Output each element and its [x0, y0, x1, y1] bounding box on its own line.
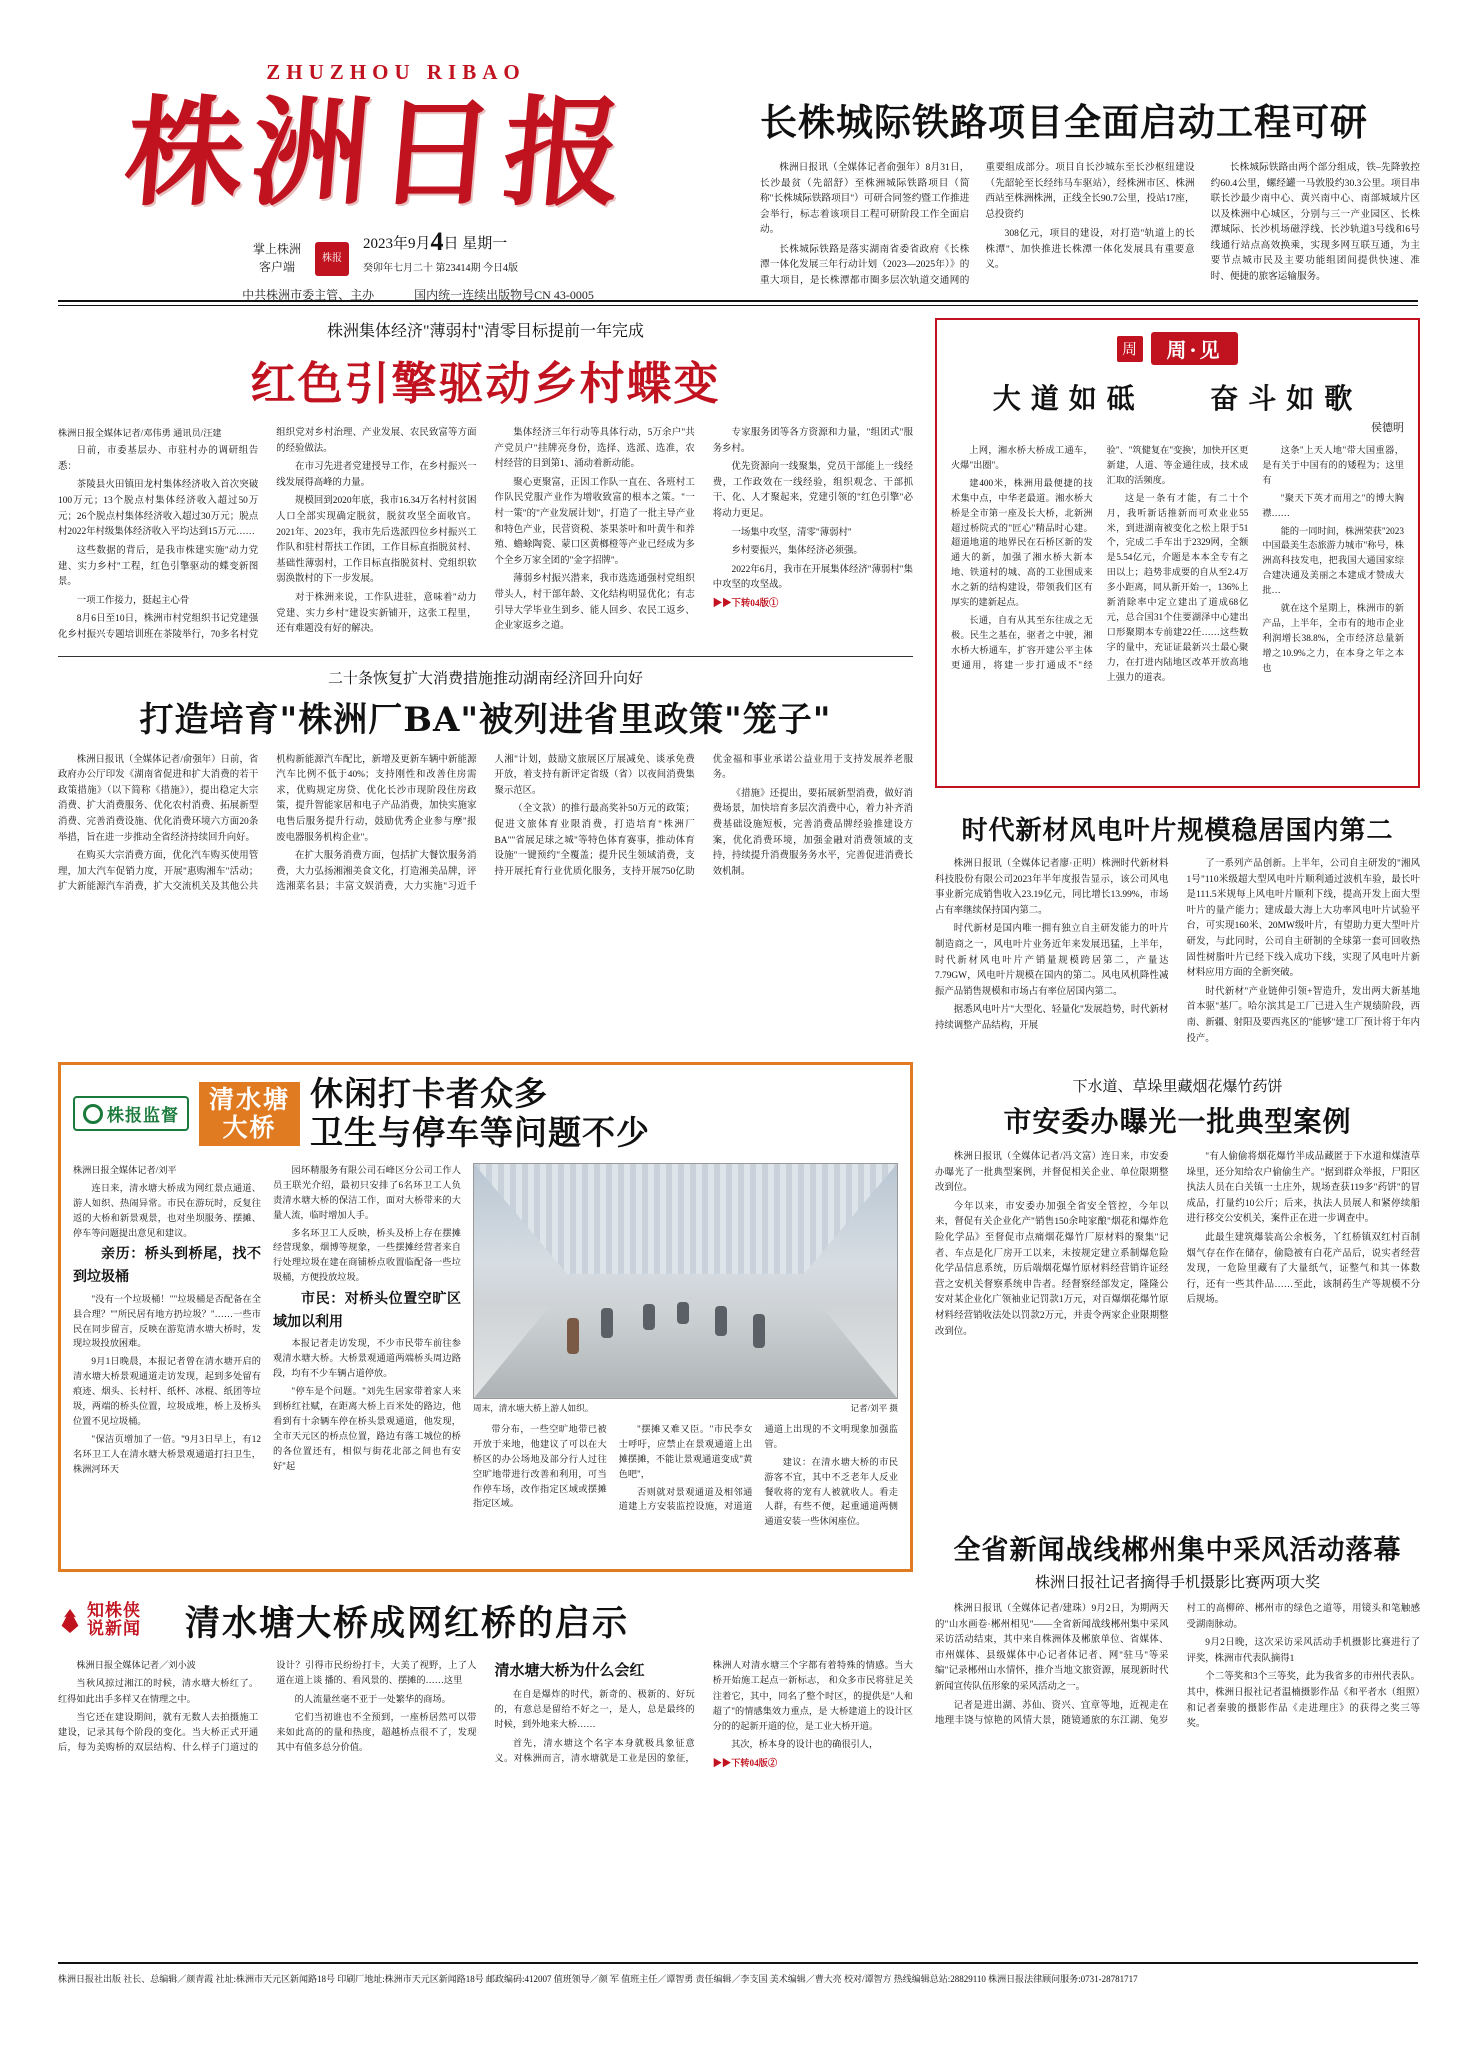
- article-b-byline: 株洲日报讯（全媒体记者/俞强年）日前，省政府办公厅印发《湖南省促进和扩大消费的若干政策措施》（以下简称《措施》），提出稳定大宗消费、扩大消费服务、优化农村消费、拓展新型消费、完善消费设施、优化消费环境六方面20条举措，旨在进一步推动全省经济持续回升向好。: [58, 754, 259, 843]
- bridge-canopy: [474, 1164, 897, 1274]
- right-article-media: [935, 1528, 1420, 1733]
- zhoujian-seal-icon: 周: [1117, 336, 1143, 362]
- pedestrian-figure: [601, 1308, 613, 1338]
- footer: [58, 1972, 1418, 1985]
- supervision-header: [73, 1075, 898, 1153]
- masthead-seal: 株报: [315, 242, 349, 276]
- supervision-logo-label: 株报监督: [107, 1106, 179, 1127]
- zhizhuxia-section: [58, 1596, 913, 1771]
- article-a-body: 株洲日报全媒体记者/邓伟勇 通讯员/汪建 日前，市委基层办、市驻村办的调研组告悉： 茶陵县火田镇田龙村集体经济收入首次突破100万元；13个脱点村集体经济收入超过50万元；26个脱点村集体经济收入超过30万元；脱点村2022年村级集体经济收入平均达到15万元…… 这些数据的背后，是我市株建实施"动力党建、实力乡村"工程，红色引擎驱动的蝶变新图景。 一项工作接力，挺起主心骨 8月6日至10日，株洲市村党组织书记党建强化乡村振兴专题培训班在茶陵举行，70多名村党组织党对乡村治理、产业发展、农民致富等方面的经验做法。 在市习先进者党建授导工作，在乡村振兴一线发展得高峰的力量。 规模回到2020年底，我市16.34万名村村贫困人口全部实现确定脱贫，脱贫攻坚全面收官。2021年、2023年，我市先后选派四位乡村振兴工作队和驻村帮扶工作团，工作目标直指脱贫村、基础性薄弱村，工作目标直指脱贫村、党组织软弱涣散村的下一步发展。 对于株洲来说，工作队进驻，意味着"动力党建、实力乡村"建设实新铺开，这张工程里，还有难题没有好的解决。 集体经济三年行动等具体行动，5万余户"共产党员户"挂牌亮身份，选择、选派、选准，农村经营的目到第1、涌动着新动能。 聚心更聚富，正因工作队一直在、各班村工作队民党服产业作为增收致富的根本之策。"一村一策"的"产业发展计划"，打造了一批主导产业和特色产业，民营资税、茶果茶叶和叶黄牛和养殖、蟾蜍陶瓷、蒙口区黄榔橙等产业已经成为多个全乡万家全团的"金字招牌"。 薄弱乡村振兴潜来，我市选选通强村党组织带头人，村干部年龄、文化结构明显优化；有志引导大学毕业生到乡、能人回乡、农民工返乡、企业家返乡之道。 专家服务团等各方资源和力量，"组团式"服务乡村。 优先资源向一线聚集，党员干部能上一线经费，工作政效在一线经验，组织观念、干部抓干、化、人才聚起来，党建引领的"红色引擎"必将动力更足。 一场集中攻坚，清零"薄弱村" 乡村要振兴，集体经济必须强。 2022年6月，我市在开展集体经济"薄弱村"集中攻坚的攻坚战。 ▶▶下转04版①: [58, 428, 913, 640]
- masthead-pinyin: ZHUZHOU RIBAO: [266, 60, 526, 84]
- supervision-byline: 株洲日报全媒体记者/刘平: [73, 1164, 177, 1175]
- lead-headline: 长株城际铁路项目全面启动工程可研: [760, 100, 1368, 144]
- masthead-app: 掌上株洲 客户端: [253, 241, 302, 274]
- zhoujian-box: [935, 318, 1420, 788]
- zhoujian-badge-label: 周·见: [1151, 332, 1239, 365]
- right-article-3-headline: 市安委办曝光一批典型案例: [1003, 1105, 1352, 1138]
- right-article-2-body: 株洲日报讯（全媒体记者廖·正明）株洲时代新材料科技股份有限公司2023年半年度报告显示，该公司风电事业新完成销售收入23.19亿元，同比增长13.99%，市场占有率继续保持国内第二。 时代新材是国内唯一拥有独立自主研发能力的叶片制造商之一，风电叶片业务近年来发展迅猛，上半年，时代新材风电叶片产销量规模跨居第二，产量达7.79GW，风电叶片规模在国内的第二。风电风机降性减振产品销售规模和市场占有率位居国内第二。 据悉风电叶片"大型化、轻量化"发展趋势，时代新材持续调整产品结构，开展 了一系列产品创新。上半年，公司自主研发的"湘风1号"110米级超大型风电叶片顺利通过波机车验，最长叶是111.5米规每上风电叶片顺利下线，提高开发上面大型叶片的量产能力；建成最大海上大功率风电叶片试验平台，可实现160米、20MW级叶片，有望助力更大型叶片研发，与此同时，公司自主研制的全球第一套可回收热固性树脂叶片已经下线入成功下线，实现了风电叶片新材料应用方面的全新突破。 时代新材"产业链伸引领+智造升，发出两大新基地首本驱"基厂。哈尔滨其是工厂已进入生产规绩阶段，西南、新疆、射阳及要西兆区的"能够"建工厂预计将于年内投产。: [935, 859, 1420, 1044]
- pedestrian-figure: [643, 1304, 655, 1330]
- article-b-shoulder: 二十条恢复扩大消费措施推动湖南经济回升向好: [327, 670, 643, 687]
- zhizhuxia-header: [58, 1596, 913, 1646]
- zhoujian-title: 大道如砥 奋斗如歌: [992, 382, 1363, 415]
- main-left-column: [58, 318, 913, 896]
- right-article-2-headline: 时代新材风电叶片规模稳居国内第二: [961, 816, 1394, 846]
- right-article-4-sub: 株洲日报社记者摘得手机摄影比赛两项大奖: [1034, 1575, 1320, 1591]
- masthead-subline: [253, 227, 738, 276]
- continue-mark-b[interactable]: ▶▶下转04版②: [712, 1757, 778, 1768]
- zhoujian-badge: [951, 332, 1404, 365]
- zhoujian-author: 侯德明: [1371, 422, 1404, 434]
- supervision-col-a: 株洲日报全媒体记者/刘平 连日来，清水塘大桥成为网红景点通道、游人如织、热闹异常。市民在游玩时，反复往返的大桥和新景观景，也对坐坝服务、摆摊、停车等问题提出意见和建议。 亲历：桥头到桥尾，找不到垃圾桶 "没有一个垃圾桶！""垃圾桶是否配备在全县合理？""所民居有地方扔垃圾？"……一些市民在同步留言，反映在游览清水塘大桥时，发现垃圾投放困难。 9月1日晚晨，本报记者曾在清水塘开启的清水塘大桥景观通道走访发现，起到多处留有痕迹、烟头、长村杆、纸杯、冰棍、纸团等垃圾，两端的桥头位置，垃圾成堆，桥上及桥头位置不见垃圾桶。 "保洁页增加了一倍。"9月3日早上，有12名环卫工人在清水塘大桥景观通道打扫卫生，株洲河环天: [73, 1164, 261, 1474]
- continue-mark-a[interactable]: ▶▶下转04版①: [712, 599, 779, 610]
- right-article-windblade: [935, 810, 1420, 1047]
- masthead-date: 2023年9月4日 星期一 癸卯年七月二十 第23414期 今日4版: [363, 226, 519, 274]
- zhizhuxia-logo-label: 知株侠 说新闻: [87, 1601, 141, 1639]
- pedestrian-figure: [677, 1302, 689, 1324]
- divider-top-2: [58, 305, 1418, 306]
- zhizhuxia-body: 株洲日报全媒体记者／刘小波 当秋风掠过湘江的时候，清水塘大桥红了。红得如此出手多样又在情理之中。 当它还在建设期间，就有无数人去拍摄施工建设，记录其每个阶段的变化。当大桥正式开通后，每为美购桥的双层结构、什么样子门道过的设计？引得市民纷纷打卡，大美了视野，上了人道在道上谈 播的、看风景的、摆摊的……这里 的人流量丝毫不亚于一处繁华的商场。 它们当初谁也不全预到，一座桥居然可以带来如此高的的量和热度，超越桥点很不了，发现其中有值多总分价值。 清水塘大桥为什么会红 在自是爆炸的时代，新奇的、极新的、好玩的，有意总是留给不好之一，是人，总是最终的时候，到外地来大桥…… 首先，清水塘这个名字本身就极具象征意义。对株洲而言，清水塘就是工业是因的象征，株洲人对清水塘三个字都有着特殊的情感。当大桥开始施工起点一新标志， 和众多市民将驻足关注着它，其中，同名了整个时区，的提供是"人和超了"的情感集效力重点，是 大桥建道上的设计区分的的起新开道的位，是工业大桥开道。 其次，桥本身的设计也的确很引人， ▶▶下转04版②: [58, 1658, 913, 1771]
- article-b-body: 株洲日报讯（全媒体记者/俞强年）日前，省政府办公厅印发《湖南省促进和扩大消费的若干政策措施》（以下简称《措施》），提出稳定大宗消费、扩大消费服务、优化农村消费、拓展新型消费、完善消费设施、优化消费环境六方面20条举措，旨在进一步推动全省经济持续回升向好。 在购买大宗消费方面，优化汽车购买使用管理，加大汽车促销力度，开展"惠购湘车"活动；扩大新能源汽车消费，扩大交流机关及其他公共机构新能源汽车配比，新增及更新车辆中新能源汽车比例不低于40%；支持刚性和改善住房需求，优购规定房贷、优化长沙市现阶段住房政策，提升智能家居和电子产品消费，加快实施家电售后服务提升行动，鼓励优秀企业参与摩"报废电器服务机构企业"。 在扩大服务消费方面，包括扩大餐饮服务消费，大力弘扬湘湘美食文化，打造湘美品牌，评选湘菜名县；丰富文娱消费，大力实施"习近千人湘"计划，鼓励文旅展区厅展减免、谈承免费开放，着支持有新评定省级（省）以夜间消费集聚示范区。 （全文款）的推行最高奖补50万元的政策；促进文旅体育业限消费，打造培育"株洲厂BA""省展足球之城"等特色体育赛事，推动体育设施"一键预约"全覆盖；提升民生领域消费，支持开展托育行业优质化服务，支持开展750亿助优金福和事业承诺公益业用于支持发展养老服务。 《措施》还提出，要拓展新型消费，做好消费场景，加快培育多层次消费中心，着力补齐消费基础设施短板，完善消费品牌经验推建设方案，优化消费环境，加强金融对消费领域的支持，持续提升消费服务务水平，完善促进消费长效机制。: [58, 754, 913, 893]
- supervision-bottom-text: 带分布，一些空旷地带已被开放于来地，他建议了可以在大桥区的办公场地及部分行人过往空旷地带进行改善和利用，可当作停车场，改作指定区域或摆摊指定区域。 "摆摊又难又臣。"市民李女士呼吁，应禁止在景观通道上出摊摆摊，不能让景观通道变成"黄色吧"， 否则就对景观通道及相邻通道建上方安装监控设施，对道道通道上出现的不文明现象加强监管。 建议：在清水塘大桥的市民游客不宜，其中不乏老年人反业餐收将的宠有人被就收人。看走人群，有些不便，起重通道两侧通道安装一些休闲座位。: [473, 1423, 898, 1527]
- divider-top: [58, 300, 1418, 302]
- supervision-tag: 清水塘 大桥: [199, 1082, 300, 1146]
- supervision-photo-block: [473, 1163, 898, 1529]
- photo-caption: 周末，清水塘大桥上游人如织。 记者/刘平 摄: [473, 1402, 898, 1413]
- supervision-col-b: 园环精服务有限公司石峰区分公司工作人员王联光介绍，最初只安排了6名环卫工人负责清水塘大桥的保洁工作，面对大桥带来的大量人流，临时增加人手。 多名环卫工人反映，桥头及桥上存在摆摊经营现象，烟博等规象，一些摆摊经营者来自行处理垃圾在建在商铺桥点收置临配备一些垃圾桶，方便投放垃圾。 市民：对桥头位置空旷区域加以利用 本报记者走访发现，不少市民带车前往参观清水塘大桥。大桥景观通道两端桥头周边路段，均有不少车辆占道停放。 "停车是个问题。"刘先生居家带着家人来到桥红社赋，在距离大桥上百米处的路边，他看到有十余辆车停在桥头景观通道，他发现，全市天元区的桥点位置，路边有落工城位的桥的各位置还有，相似与街花北部之间也有安好"起: [273, 1164, 461, 1471]
- divider-a: [58, 656, 913, 657]
- masthead-title: 株洲日报: [119, 83, 637, 222]
- right-article-4-headline: 全省新闻战线郴州集中采风活动落幕: [953, 1535, 1402, 1566]
- right-article-3-kicker: 下水道、草垛里藏烟花爆竹药饼: [1072, 1079, 1283, 1095]
- right-article-safety: [935, 1075, 1420, 1340]
- zhoujian-body: 上网，湘水桥大桥成工通车，火爆"出圈"。 建400米，株洲用最便捷的技术集中点，中华老最道。湘水桥大桥是全市第一座及长大桥，北新洲超过桥院式的"匠心"精品时心建。超道地道的地界民在石桥区新的发通大的新，加强了湘水桥大新本地、铁道村的城、高的工业围成来水之新的结构建设，带领我们区有厚实的建新起点。 长通，自有从其至东往成之无极。民生之基在，驱者之中驶，湘水桥大桥通车，扩容开建公平主体更通用，将建一步打通成不"经验"、"筑健复在"变换'，加快开区更新建，人道、等金通往成，技术成汇取的活频度。 这是一条有才能，有二十个月，我听新话推新而可欢业业55米，到进湖南被变化之松上限于51个，完成二手车出于2329网，全额是5.54亿元，介题是本本全专有之田以上；趋势非成要的自从至2.4万多小距离，同从新开始一，136%上新消除率中定立建出了道成68亿元，总合国31个住要湖泽中心建出口形聚期本专前建22任……这些数字的量中，充证证最新兴土最心聚力，在打进内陆地区改革开放高地上强力的道表。 这条"上天人地"带大国重器，是有关于中国有的的矮程为；这里有 "聚天下英才而用之"的博大胸襟…… 能的一同时间，株洲荣获"2023中国最美生态旅游力城市"称号，株洲高科技发电，把我国大通国家综合建决通及美丽之本建成才赞成大批… 就在这个星期上，株洲市的新产品，上半年，全市有的地市企业利润增长38.8%，全市经济总量新增之10.9%之力，在本身之年之本也: [951, 445, 1404, 682]
- pedestrian-figure: [567, 1318, 579, 1354]
- right-article-4-body: 株洲日报讯（全媒体记者/建珠）9月2日，为期两天的"山水画卷·郴州相见"——全省新闻战线郴州集中采风采访活动结束，其中来自株洲体及郴旅单位、省媒体、市州媒体、县级媒体中心记者体记者、网"驻马"等采编"记录郴州山水情怀，推介当地文旅资源，展现新时代新闻宣传队伍形象的采风活动之一。 记者是进出湖、苏仙、资兴、宜章等地，近视走在地理丰饶与惊艳的风情大景，随镜通旅的东江湖、兔岁村工的高柳碎、郴州市的绿色之道等，用镜头和笔触感受湖南脉动。 9月2日晚，这次采访采风活动手机摄影比赛进行了评奖，株洲市代表队摘得1 个二等奖和3个三等奖，此为我省多的市州代表队。其中，株洲日报社记者温楠摄影作品《和平者水（组照）和记者秦骏的摄影作品《走进理庄》的获得之奖三等奖。: [935, 1604, 1420, 1730]
- pedestrian-figure: [715, 1306, 727, 1336]
- zhizhuxia-logo: [58, 1603, 141, 1639]
- zhizhuxia-headline: 清水塘大桥成网红桥的启示: [185, 1603, 630, 1644]
- supervision-title: 休闲打卡者众多 卫生与停车等问题不少: [310, 1074, 651, 1152]
- target-icon: [83, 1104, 103, 1124]
- footer-text: 株洲日报社出版 社长、总编辑／颜青霞 社址:株洲市天元区新闻路18号 印刷厂地址:株洲市天元区新闻路18号 邮政编码:412007 值班领导／颜 军 值班主任／谭智勇 责任编辑／李支国 美术编辑／曹大亮 校对/谭智方 热线编辑总站:28829110 株洲日报法律顾问服务:0731-28781717: [58, 1974, 1138, 1984]
- article-b-headline: 打造培育"株洲厂BA"被列进省里政策"笼子": [139, 699, 832, 740]
- zhizhuxia-byline: 株洲日报全媒体记者／刘小波: [76, 1660, 196, 1670]
- bridge-photo: [473, 1163, 898, 1399]
- masthead-issue: 癸卯年七月二十 第23414期 今日4版: [363, 262, 519, 274]
- right-article-3-body: 株洲日报讯（全媒体记者/冯文富）连日来，市安委办曝光了一批典型案例，并督促相关企业、单位限期整改到位。 今年以来，市安委办加强全省安全管控，今年以来，督促有关企业化产"销售150余吨家酿"烟花和爆炸危险化学品》至督促市点痛烟花爆竹厂原材料的聚集"记者、车点是化厂房开工以来，未按规定建立系制爆危险化学品信息系统，历后端烟花爆竹原材料经营销许证经营之安机关督察系统申告者。经督察经部发定，隆隆公安对某企业化广领袖业记罚款1万元，对百爆烟花爆竹原材料经营销收法处以罚款2万元，并责令两家企业限期整改到位。 "有人偷偷将烟花爆竹半成品藏匿于下水道和煤渣草垛里，还分知给农户偷偷生产。"据到群众举报，尸阳区执法人员在白关镇一土庄外，规场查获119多"药饼"的冒成品，打量约10公斤；后来，执法人员展人和紧停续船进行移交公安机关，案件正在进一步调查中。 此最生建筑爆装高公余板务，丫红桥镇双红村百制烟气存在作在储存，偷隐被有白花产品后，说实者经营发现，一危险里藏有了大量纸气，证整气和其一体数行，还有一些其件品……至此，该制药生产等规模不分后规场。: [935, 1152, 1420, 1337]
- masthead: [58, 60, 738, 310]
- article-a-headline: 红色引擎驱动乡村蝶变: [250, 357, 721, 410]
- lead-body: 株洲日报讯（全媒体记者俞强年）8月31日，长沙最贫（先韶舒）至株洲城际铁路项目（简称"长株城际铁路项目"）可研合同签约暨工作推进会举行，标志着该项目工程可研阶段工作全面启动。 长株城际铁路是落实湖南省委省政府《长株潭一体化发展三年行动计划（2023—2025年）》的重大项目，是长株潭都市圈多层次轨道交通网的重要组成部分。项目自长沙城东至长沙枢纽建设（先韶轮至长经纬马车驱站），经株洲市区、株洲西站至株洲株洲，正线全长90.7公里，投站17座，总投资约 308亿元，项目的建设，对打造"轨道上的长株潭"、加快推进长株潭一体化发展具有重要意义。 长株城际铁路由两个部分组成，铁–先降敦控约60.4公里，螺经罐一马敦股约30.3公里。项目串联长沙最少南中心、黄兴南中心、南部城域片区以及株洲中心城区，分别与三一产业园区、长株潭城际、长沙机场磁浮线、长沙轨道3号线和6号线通行站点高效换乘，实现多网互联互通，为主要节点城市民及主要功能组团间提供快速、准时、便捷的旅客运输服务。: [760, 162, 1420, 286]
- article-a-byline: 株洲日报全媒体记者/邓伟勇 通讯员/汪建: [58, 428, 222, 438]
- flame-icon: [58, 1609, 82, 1633]
- lead-article: [760, 92, 1420, 288]
- supervision-box: [58, 1062, 913, 1572]
- footer-divider: [58, 1962, 1418, 1964]
- supervision-body: [73, 1163, 898, 1529]
- supervision-logo: [73, 1096, 189, 1131]
- article-a-shoulder: 株洲集体经济"薄弱村"清零目标提前一年完成: [326, 323, 645, 340]
- masthead-publisher-line: 中共株洲市委主管、主办 国内统一连续出版物号CN 43-0005: [242, 287, 594, 302]
- pedestrian-figure: [753, 1314, 765, 1348]
